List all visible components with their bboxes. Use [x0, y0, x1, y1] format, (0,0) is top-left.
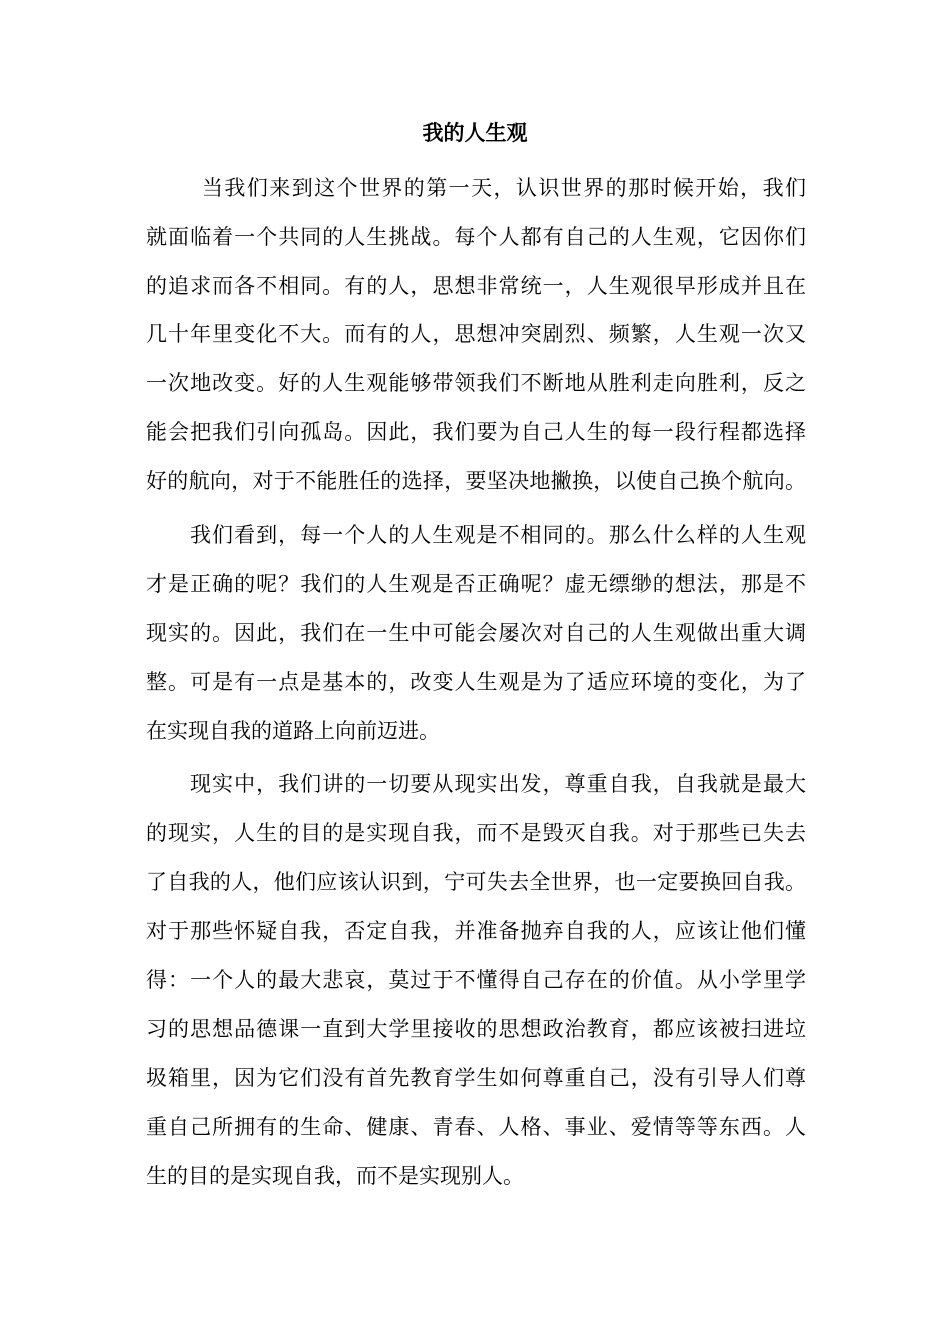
paragraph-2-line-5: 在实现自我的道路上向前迈进。: [146, 719, 440, 743]
paragraph-2-line-3: 现实的。因此，我们在一生中可能会屡次对自己的人生观做出重大调: [146, 621, 806, 645]
paragraph-1-line-6: 能会把我们引向孤岛。因此，我们要为自己人生的每一段行程都选择: [146, 420, 806, 444]
paragraph-3-line-7: 圾箱里，因为它们没有首先教育学生如何尊重自己，没有引导人们尊: [146, 1066, 806, 1090]
paragraph-1-line-2: 就面临着一个共同的人生挑战。每个人都有自己的人生观，它因你们: [146, 225, 806, 249]
paragraph-3-line-5: 得：一个人的最大悲哀，莫过于不懂得自己存在的价值。从小学里学: [146, 968, 806, 992]
paragraph-2-line-2: 才是正确的呢？我们的人生观是否正确呢？虚无缥缈的想法，那是不: [146, 572, 806, 596]
paragraph-3-line-3: 了自我的人，他们应该认识到，宁可失去全世界，也一定要换回自我。: [146, 870, 806, 894]
paragraph-3-line-4: 对于那些怀疑自我，否定自我，并准备抛弃自我的人，应该让他们懂: [146, 919, 806, 943]
paragraph-1-line-4: 几十年里变化不大。而有的人，思想冲突剧烈、频繁，人生观一次又: [146, 322, 806, 346]
paragraph-3-line-8: 重自己所拥有的生命、健康、青春、人格、事业、爱情等等东西。人: [146, 1115, 806, 1139]
paragraph-3-line-6: 习的思想品德课一直到大学里接收的思想政治教育，都应该被扫进垃: [146, 1017, 806, 1041]
paragraph-3-line-1: 现实中，我们讲的一切要从现实出发，尊重自我，自我就是最大: [190, 772, 806, 796]
paragraph-1-line-1: 当我们来到这个世界的第一天，认识世界的那时候开始，我们: [202, 176, 806, 200]
paragraph-2-line-1: 我们看到，每一个人的人生观是不相同的。那么什么样的人生观: [190, 523, 806, 547]
paragraph-3-line-2: 的现实，人生的目的是实现自我，而不是毁灭自我。对于那些已失去: [146, 821, 806, 845]
document-title: 我的人生观: [422, 121, 528, 145]
paragraph-3-line-9: 生的目的是实现自我，而不是实现别人。: [146, 1164, 524, 1188]
paragraph-1-line-5: 一次地改变。好的人生观能够带领我们不断地从胜利走向胜利，反之: [146, 371, 806, 395]
paragraph-1-line-3: 的追求而各不相同。有的人，思想非常统一，人生观很早形成并且在: [146, 274, 806, 298]
paragraph-1-line-7: 好的航向，对于不能胜任的选择，要坚决地撇换，以使自己换个航向。: [146, 469, 806, 493]
paragraph-2-line-4: 整。可是有一点是基本的，改变人生观是为了适应环境的变化，为了: [146, 670, 806, 694]
